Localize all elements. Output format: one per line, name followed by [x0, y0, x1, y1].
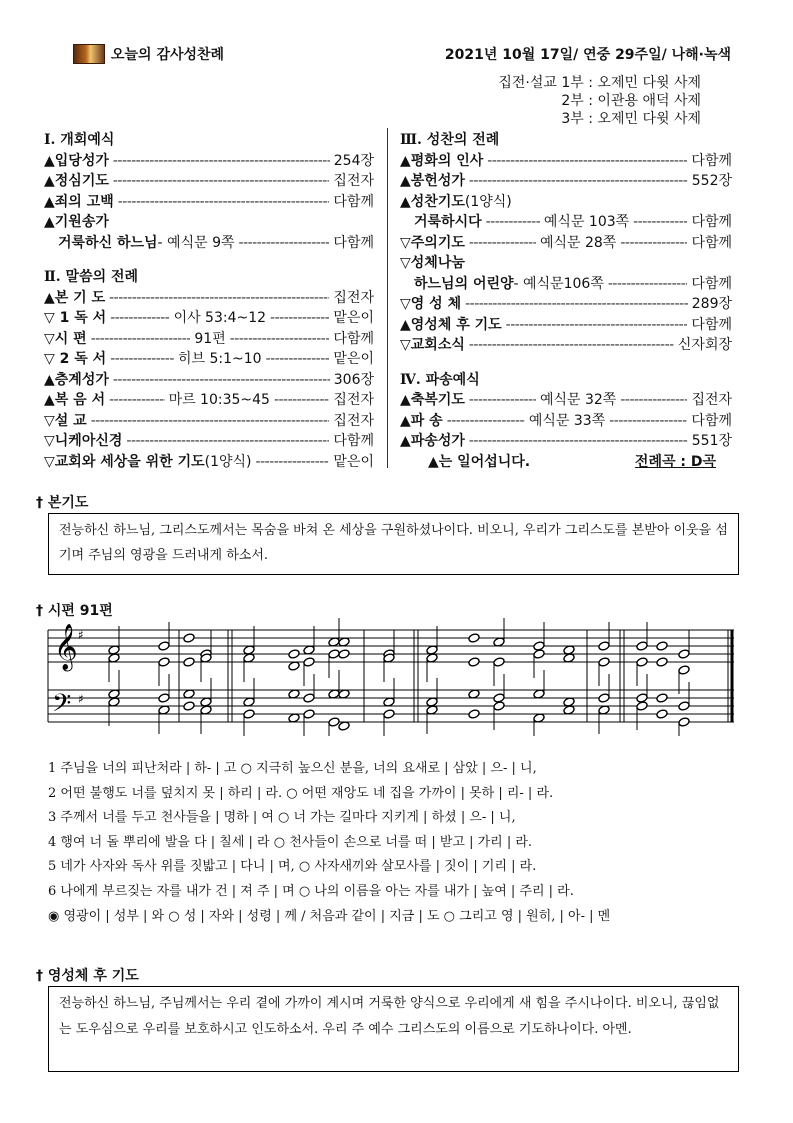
date-line: 2021년 10월 17일/ 연중 29주일/ 나해·녹색	[444, 47, 731, 63]
order-item-label: ▲입당성가	[44, 152, 109, 169]
section-title: Ⅱ. 말씀의 전례	[44, 269, 139, 285]
order-item	[44, 212, 374, 233]
order-item-label: ▽설 교	[44, 412, 87, 429]
order-item-value: 집전자	[333, 173, 374, 189]
order-item-label: ▽성체나눔	[400, 255, 465, 271]
psalm-verse: 3 주께서 너를 두고 천사들을 | 명하 | 여 ○ 너 가는 길마다 지키게 | 하셨 | 으- | 니,	[48, 810, 516, 826]
order-item	[400, 233, 732, 254]
order-item	[44, 329, 374, 350]
order-item-label: ▽영 성 체	[400, 296, 462, 312]
order-right-column	[400, 130, 732, 472]
order-item-value: 다함께	[691, 412, 732, 429]
section-title: Ⅲ. 성찬의 전례	[400, 132, 500, 148]
order-item	[400, 390, 732, 411]
order-item-label: ▲층계성가	[44, 371, 109, 388]
order-item-label: ▽니케아신경	[44, 433, 123, 449]
order-item	[44, 349, 374, 370]
post-communion-title: † 영성체 후 기도	[36, 968, 139, 984]
psalm-verse: 5 네가 사자와 독사 위를 짓밟고 | 다니 | 며, ○ 사자새끼와 살모사를 | 짓이 | 기리 | 라.	[48, 859, 537, 875]
standing-note: ▲는 일어섭니다.	[428, 453, 531, 470]
order-item-label: 거룩하시다	[414, 214, 482, 230]
order-item-label: ▲축복기도	[400, 392, 465, 408]
column-divider	[387, 128, 388, 468]
order-item-value: 다함께	[691, 275, 732, 292]
officiants	[498, 74, 701, 128]
order-item	[44, 288, 374, 309]
order-item-value: 다함께	[691, 152, 732, 169]
order-item	[400, 411, 732, 432]
order-item-reference: 예식문 33쪽	[528, 412, 606, 429]
order-item-label: ▽ 1 독 서	[44, 310, 107, 326]
order-item-label: ▲파 송	[400, 412, 443, 429]
section-title: Ⅰ. 개회예식	[44, 132, 115, 148]
order-item-label: ▲본 기 도	[44, 289, 106, 306]
order-item-value: 집전자	[333, 289, 374, 306]
section-title: Ⅳ. 파송예식	[400, 371, 480, 388]
collect-title: † 본기도	[36, 495, 89, 511]
order-item-value: 다함께	[333, 193, 374, 210]
order-item-note: - 예식문 9쪽	[157, 234, 235, 251]
post-communion-box	[48, 986, 739, 1072]
order-item-value: 다함께	[691, 234, 733, 251]
order-item-label: ▲영성체 후 기도	[400, 316, 502, 333]
order-item	[44, 308, 374, 329]
collect-text: 전능하신 하느님, 그리스도께서는 목숨을 바쳐 온 세상을 구원하셨나이다. 비오니, 우리가 그리스도를 본받아 이웃을 섬기며 주님의 영광을 드러내게 하소서.	[59, 523, 728, 563]
svg-text:𝄢: 𝄢	[52, 689, 72, 724]
order-item-value: 289장	[691, 296, 732, 312]
order-item-reference: 예식문 103쪽	[543, 214, 630, 230]
order-item	[44, 411, 374, 432]
header-title-group	[73, 44, 224, 64]
order-item-value: 집전자	[333, 392, 374, 408]
order-item-value: 집전자	[333, 412, 374, 429]
order-item-value: 306장	[333, 371, 374, 388]
order-item-value: 집전자	[691, 392, 733, 408]
psalm-verse: 6 나에게 부르짖는 자를 내가 건 | 져 주 | 며 ○ 나의 이름을 아는 자를 내가 | 높여 | 주리 | 라.	[48, 883, 574, 899]
standing-note-line	[400, 452, 732, 473]
svg-text:𝄞: 𝄞	[54, 624, 78, 670]
order-item-label: 거룩하신 하느님	[58, 234, 158, 251]
order-item-label: ▲봉헌성가	[400, 173, 465, 189]
order-item-value: 맡은이	[333, 453, 374, 470]
order-item-value: 254장	[333, 152, 374, 169]
post-communion-text: 전능하신 하느님, 주님께서는 우리 곁에 가까이 계시며 거룩한 양식으로 우리에게 새 힘을 주시나이다. 비오니, 끊임없는 도우심으로 우리를 보호하시고 인도하소서. 우리 주 예수 그리스도의 이름으로 기도하나이다. 아멘.	[59, 996, 720, 1037]
order-item-value: 다함께	[333, 234, 374, 251]
order-item-value: 552장	[691, 173, 732, 189]
order-item	[400, 431, 732, 452]
order-item-value: 맡은이	[333, 310, 374, 326]
psalm-verses	[48, 757, 610, 929]
order-item-value: 신자회장	[677, 337, 732, 353]
order-item	[44, 452, 374, 473]
order-item-label: ▽교회소식	[400, 337, 465, 353]
order-item-reference: 예식문 32쪽	[539, 392, 617, 408]
order-item-label: ▽교회와 세상을 위한 기도	[44, 453, 205, 470]
officiant-line: 2부 : 이관용 애덕 사제	[561, 93, 701, 109]
order-item-value: 다함께	[691, 316, 732, 333]
order-item-label: ▲파송성가	[400, 433, 465, 449]
order-item-value: 551장	[691, 433, 732, 449]
order-item-reference: 이사 53:4~12	[173, 310, 267, 326]
order-item-value: 다함께	[691, 214, 733, 230]
order-item	[400, 335, 732, 356]
svg-text:♯: ♯	[78, 692, 84, 706]
order-item-reference: 마르 10:35~45	[168, 392, 270, 408]
order-item-reference: 예식문 28쪽	[539, 234, 617, 251]
order-item	[400, 192, 732, 213]
dismissal-tune: 전례곡 : D곡	[634, 453, 716, 470]
order-item-label: ▽주의기도	[400, 234, 465, 251]
order-item-value: 맡은이	[333, 351, 374, 367]
officiant-line: 3부 : 오제민 다윗 사제	[561, 111, 701, 127]
psalm-verse: 1 주님을 너의 피난처라 | 하- | 고 ○ 지극히 높으신 분을, 너의 요새로 | 삼았 | 으- | 니,	[48, 761, 537, 776]
order-item-reference: 히브 5:1~10	[178, 351, 262, 367]
order-item	[400, 171, 732, 192]
church-logo-icon	[73, 44, 105, 64]
order-left-column	[44, 130, 374, 472]
order-item	[400, 212, 732, 233]
order-item-label: ▽ 2 독 서	[44, 351, 107, 367]
order-item-label: ▽시 편	[44, 330, 87, 347]
page-title: 오늘의 감사성찬례	[111, 47, 225, 63]
collect-box	[48, 513, 739, 575]
order-item	[400, 294, 732, 315]
psalm-verse: 4 행여 너 돌 뿌리에 발을 다 | 칠세 | 라 ○ 천사들이 손으로 너를 떠 | 받고 | 가리 | 라.	[48, 834, 533, 850]
order-item-reference: 91편	[194, 330, 226, 347]
chant-score	[44, 618, 744, 736]
order-item	[400, 274, 732, 295]
officiant-line: 집전·설교 1부 : 오제민 다윗 사제	[498, 75, 701, 91]
order-item-note: (1양식)	[204, 453, 252, 470]
order-item	[400, 315, 732, 336]
order-item	[44, 370, 374, 391]
psalm-title: † 시편 91편	[36, 603, 113, 619]
order-item-label: ▲정심기도	[44, 173, 109, 189]
order-item-label: ▲복 음 서	[44, 392, 106, 408]
order-item	[44, 151, 374, 172]
order-item	[44, 233, 374, 254]
order-item-note: (1양식)	[464, 193, 512, 210]
order-item-label: 하느님의 어린양	[414, 275, 514, 292]
psalm-doxology: ◉ 영광이 | 성부 | 와 ○ 성 | 자와 | 성령 | 께 / 처음과 같이 | 지금 | 도 ○ 그리고 영 | 원히, | 아- | 멘	[48, 908, 611, 924]
order-item-label: ▲성찬기도	[400, 193, 465, 210]
order-item-label: ▲죄의 고백	[44, 193, 114, 210]
order-item-label: ▲평화의 인사	[400, 152, 484, 169]
order-item	[400, 151, 732, 172]
order-item	[44, 390, 374, 411]
order-item	[400, 253, 732, 274]
order-item	[44, 431, 374, 452]
order-item	[44, 171, 374, 192]
order-item-value: 다함께	[333, 330, 374, 347]
order-item-value: 다함께	[333, 433, 374, 449]
svg-text:♯: ♯	[78, 628, 84, 642]
order-item-note: - 예식문106쪽	[513, 275, 604, 292]
order-item	[44, 192, 374, 213]
psalm-verse: 2 어떤 불행도 너를 덮치지 못 | 하리 | 라. ○ 어떤 재앙도 네 집을 가까이 | 못하 | 리- | 라.	[48, 785, 554, 801]
order-item-label: ▲기원송가	[44, 214, 109, 230]
